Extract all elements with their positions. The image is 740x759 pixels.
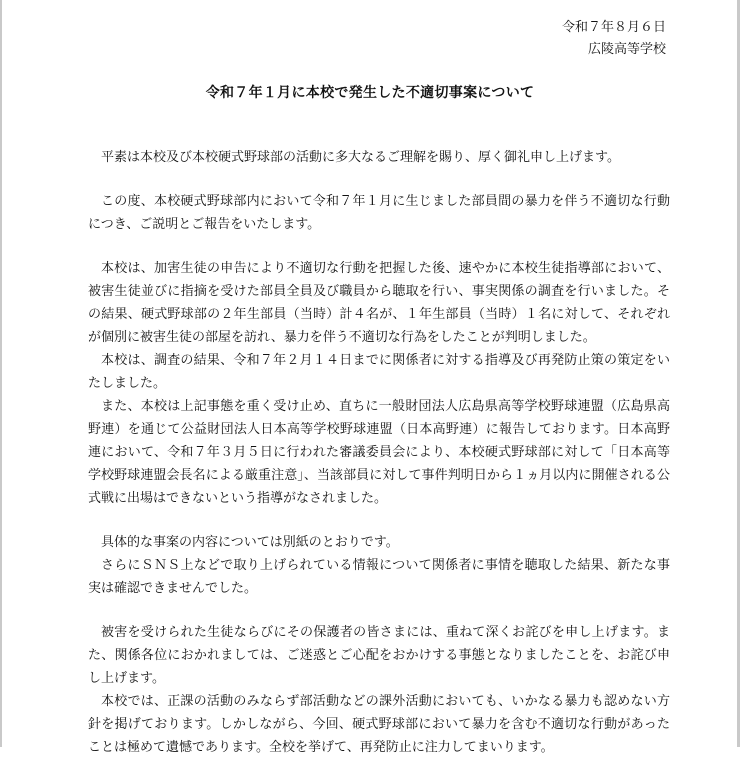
paragraph-federation-report: また、本校は上記事態を重く受け止め、直ちに一般財団法人広島県高等学校野球連盟（広島県高野連）を通じて公益財団法人日本高等学校野球連盟（日本高野連）に報告しております。日本高野連において、令和７年３月５日に行われた審議委員会により、本校硬式野球部に対して「日本高等学校野球連盟会長名による厳重注意」、当該部員に対して事件判明日から１ヵ月以内に開催される公式戦に出場はできないという指導がなされました。 [88, 399, 670, 506]
issuer-name: 広陵高等学校 [587, 42, 666, 57]
paragraph-spacer [88, 236, 670, 257]
paragraph-spacer [88, 169, 670, 190]
paragraph-measures: 本校は、調査の結果、令和７年２月１４日までに関係者に対する指導及び再発防止策の策定をいたしました。 [88, 353, 670, 391]
paragraph-prevention-policy: 本校では、正課の活動のみならず部活動などの課外活動においても、いかなる暴力も認めない方針を掲げております。しかしながら、今回、硬式野球部において暴力を含む不適切な行動があったことは極めて遺憾であります。全校を挙げて、再発防止に注力してまいります。 [88, 694, 670, 755]
document-header [562, 17, 666, 61]
document-body [88, 146, 670, 759]
paragraph-apology: 被害を受けられた生徒ならびにその保護者の皆さまには、重ねて深くお詫びを申し上げます。また、関係各位におかれましては、ご迷惑とご心配をおかけする事態となりましたことを、お詫び申し上げます。 [88, 625, 670, 686]
paragraph-introduction: この度、本校硬式野球部内において令和７年１月に生じました部員間の暴力を伴う不適切な行動につき、ご説明とご報告をいたします。 [88, 194, 670, 232]
paragraph-greeting: 平素は本校及び本校硬式野球部の活動に多大なるご理解を賜り、厚く御礼申し上げます。 [101, 150, 620, 165]
paragraph-investigation: 本校は、加害生徒の申告により不適切な行動を把握した後、速やかに本校生徒指導部において、被害生徒並びに指摘を受けた部員全員及び職員から聴取を行い、事実関係の調査を行いました。その結果、硬式野球部の２年生部員（当時）計４名が、１年生部員（当時）１名に対して、それぞれが個別に被害生徒の部屋を訪れ、暴力を伴う不適切な行為をしたことが判明しました。 [88, 261, 670, 345]
paragraph-sns-findings: さらにＳＮＳ上などで取り上げられている情報について関係者に事情を聴取した結果、新たな事実は確認できませんでした。 [88, 558, 670, 596]
paragraph-spacer [88, 510, 670, 531]
paragraph-attachment-note: 具体的な事案の内容については別紙のとおりです。 [101, 535, 399, 550]
document-title: 令和７年１月に本校で発生した不適切事案について [205, 85, 535, 101]
issue-date: 令和７年８月６日 [561, 20, 666, 35]
paragraph-spacer [88, 600, 670, 621]
